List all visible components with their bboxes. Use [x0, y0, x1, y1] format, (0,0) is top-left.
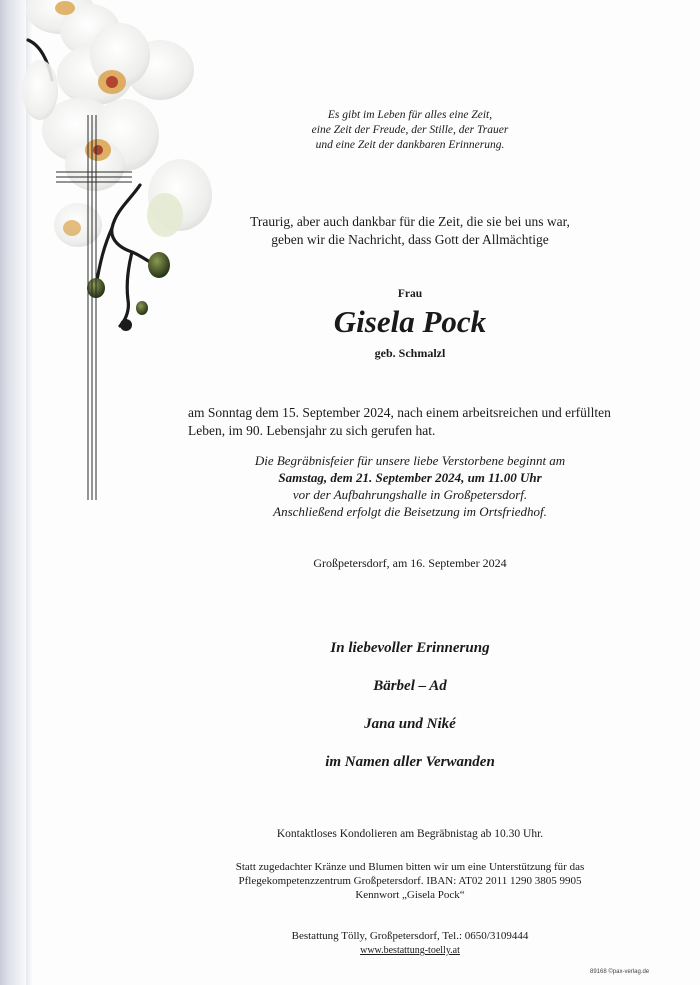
mourners-names: Jana und Niké [364, 716, 456, 732]
funeral-line: vor der Aufbahrungshalle in Großpetersdorf. [292, 487, 528, 502]
undertaker-contact: Bestattung Tölly, Großpetersdorf, Tel.: 0650/3109444 [291, 930, 529, 942]
intro-line: Traurig, aber auch dankbar für die Zeit, die sie bei uns war, [250, 214, 570, 229]
funeral-line: Die Begräbnisfeier für unsere liebe Verstorbene beginnt am [254, 453, 566, 468]
death-notice-line: am Sonntag dem 15. September 2024, nach einem arbeitsreichen und erfüllten [188, 405, 611, 420]
donation-line: Pflegekompetenzzentrum Großpetersdorf. IBAN: AT02 2011 1290 3805 9905 [238, 875, 582, 887]
death-notice [188, 404, 685, 440]
condolence-note: Kontaktloses Kondolieren am Begräbnistag ab 10.30 Uhr. [276, 828, 544, 840]
quote-line: und eine Zeit der dankbaren Erinnerung. [315, 139, 505, 151]
funeral-details [210, 452, 610, 520]
undertaker-website-link[interactable]: www.bestattung-toelly.at [360, 945, 460, 956]
undertaker-info [210, 929, 610, 958]
funeral-date: Samstag, dem 21. September 2024, um 11.00 Uhr [278, 470, 542, 485]
funeral-line: Anschließend erfolgt die Beisetzung im Ortsfriedhof. [273, 504, 547, 519]
donation-line: Kennwort „Gisela Pock“ [355, 889, 465, 901]
death-notice-line: Leben, im 90. Lebensjahr zu sich gerufen hat. [188, 423, 436, 438]
quote-line: Es gibt im Leben für alles eine Zeit, [327, 109, 493, 121]
orchid-flowers [22, 0, 212, 247]
mourners-closing: im Namen aller Verwanden [325, 754, 495, 770]
deceased-name: Gisela Pock [333, 304, 487, 339]
deceased-birth-name: geb. Schmalzl [374, 346, 446, 360]
intro-text [230, 213, 590, 249]
quote-line: eine Zeit der Freude, der Stille, der Trauer [311, 124, 509, 136]
mourners-heading: In liebevoller Erinnerung [330, 640, 490, 656]
printer-note: 89168 ©pax-verlag.de [590, 969, 650, 975]
opening-quote [260, 108, 560, 153]
place-date: Großpetersdorf, am 16. September 2024 [313, 556, 507, 570]
donation-note [210, 860, 610, 902]
intro-line: geben wir die Nachricht, dass Gott der Allmächtige [271, 232, 549, 247]
donation-line: Statt zugedachter Kränze und Blumen bitten wir um eine Unterstützung für das [235, 861, 585, 873]
mourners-names: Bärbel – Ad [373, 678, 447, 694]
orchid-cross-decoration [20, 0, 220, 520]
deceased-title: Frau [397, 288, 423, 300]
